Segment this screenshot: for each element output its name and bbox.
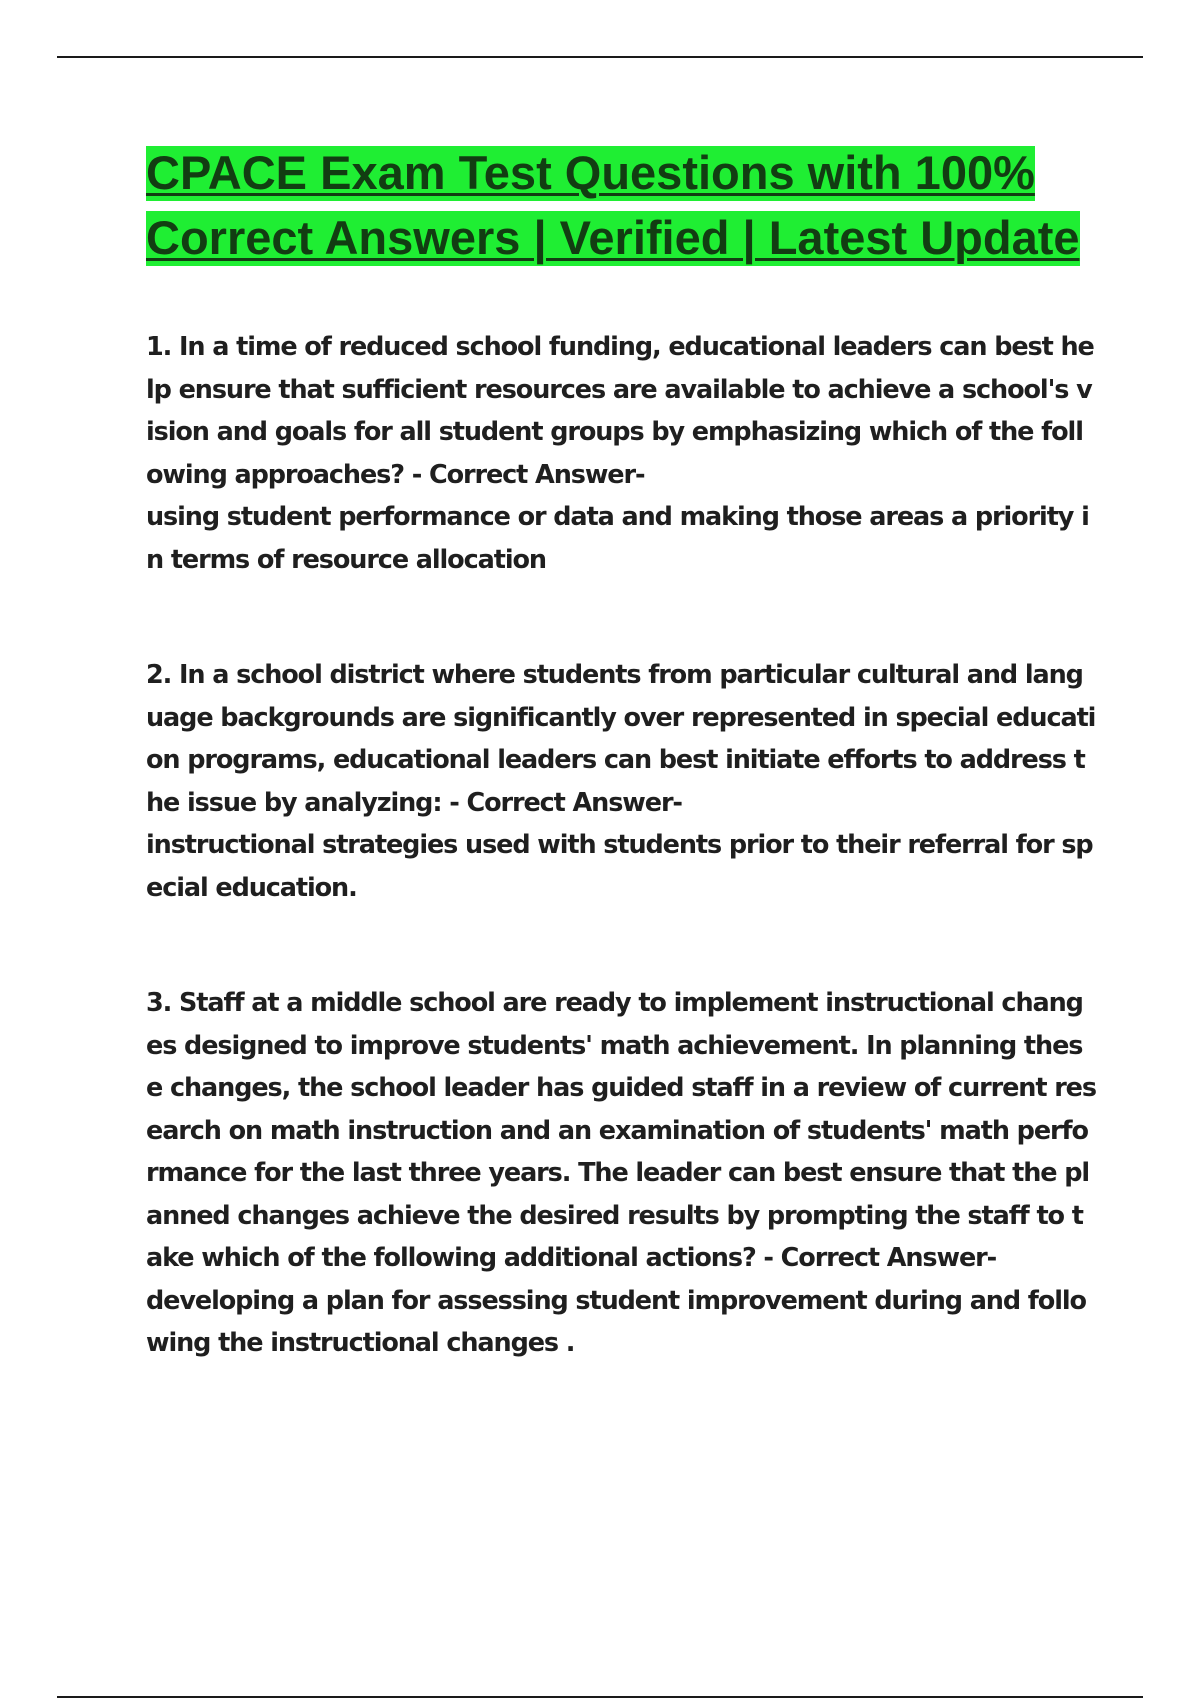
answer-text: developing a plan for assessing student improvement during and following the instructional changes . xyxy=(146,1285,1086,1358)
question-block-2 xyxy=(146,654,1096,909)
question-block-1 xyxy=(146,326,1096,581)
answer-text: using student performance or data and making those areas a priority in terms of resource allocation xyxy=(146,502,1089,575)
question-text: 3. Staff at a middle school are ready to implement instructional changes designed to improve students' math achievement. In planning these changes, the school leader has guided staff in a review of current research on math instruction and an examination of students' math performance for the last three years. The leader can best ensure that the planned changes achieve the desired results by prompting the staff to take which of the following additional actions? - Correct Answer- xyxy=(146,988,1096,1273)
footer-rule xyxy=(57,1696,1143,1698)
document-body xyxy=(146,140,1096,1365)
question-block-3 xyxy=(146,982,1096,1365)
question-text: 2. In a school district where students from particular cultural and language backgrounds are significantly over represented in special education programs, educational leaders can best initiate efforts to address the issue by analyzing: - Correct Answer- xyxy=(146,660,1096,818)
header-rule xyxy=(57,56,1143,58)
question-text: 1. In a time of reduced school funding, educational leaders can best help ensure that sufficient resources are available to achieve a school's vision and goals for all student groups by emphasizing which of the following approaches? - Correct Answer- xyxy=(146,332,1094,490)
document-title xyxy=(146,140,1096,270)
title-highlight: CPACE Exam Test Questions with 100% Correct Answers | Verified | Latest Update xyxy=(146,146,1080,264)
answer-text: instructional strategies used with students prior to their referral for special education. xyxy=(146,830,1093,903)
